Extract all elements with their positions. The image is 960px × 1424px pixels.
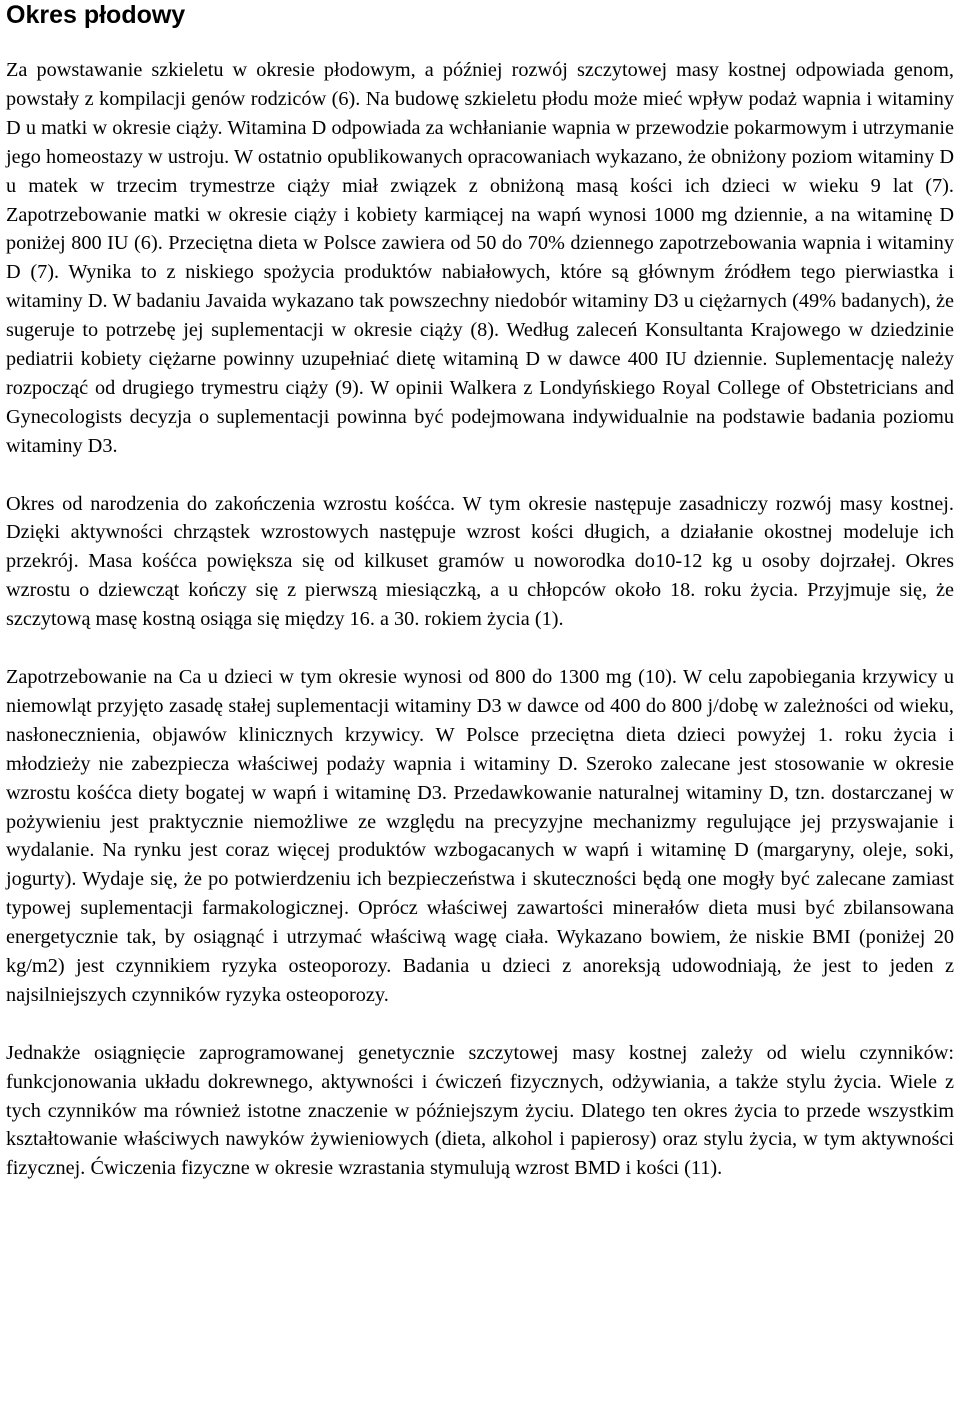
document-page	[6, 0, 954, 1183]
paragraph-prenatal: Za powstawanie szkieletu w okresie płodowym, a później rozwój szczytowej masy kostnej odpowiada genom, powstały z kompilacji genów rodziców (6). Na budowę szkieletu płodu może mieć wpływ podaż wapnia i witaminy D u matki w okresie ciąży. Witamina D odpowiada za wchłanianie wapnia w przewodzie pokarmowym i utrzymanie jego homeostazy w ustroju. W ostatnio opublikowanych opracowaniach wykazano, że obniżony poziom witaminy D u matek w trzecim trymestrze ciąży miał związek z obniżoną masą kości ich dzieci w wieku 9 lat (7). Zapotrzebowanie matki w okresie ciąży i kobiety karmiącej na wapń wynosi 1000 mg dziennie, a na witaminę D poniżej 800 IU (6). Przeciętna dieta w Polsce zawiera od 50 do 70% dziennego zapotrzebowania wapnia i witaminy D (7). Wynika to z niskiego spożycia produktów nabiałowych, które są głównym źródłem tego pierwiastka i witaminy D. W badaniu Javaida wykazano tak powszechny niedobór witaminy D3 u ciężarnych (49% badanych), że sugeruje to potrzebę jej suplementacji w okresie ciąży (8). Według zaleceń Konsultanta Krajowego w dziedzinie pediatrii kobiety ciężarne powinny uzupełniać dietę witaminą D w dawce 400 IU dziennie. Suplementację należy rozpocząć od drugiego trymestru ciąży (9). W opinii Walkera z Londyńskiego Royal College of Obstetricians and Gynecologists decyzja o suplementacji powinna być podejmowana indywidualnie na podstawie badania poziomu witaminy D3.	[6, 59, 954, 457]
paragraph-growth-period: Okres od narodzenia do zakończenia wzrostu kośćca. W tym okresie następuje zasadniczy rozwój masy kostnej. Dzięki aktywności chrząstek wzrostowych następuje wzrost kości długich, a działanie okostnej modeluje ich przekrój. Masa kośćca powiększa się od kilkuset gramów u noworodka do10-12 kg u osoby dojrzałej. Okres wzrostu o dziewcząt kończy się z pierwszą miesiączką, a u chłopców około 18. roku życia. Przyjmuje się, że szczytową masę kostną osiąga się między 16. a 30. rokiem życia (1).	[6, 492, 954, 631]
paragraph-calcium-needs: Zapotrzebowanie na Ca u dzieci w tym okresie wynosi od 800 do 1300 mg (10). W celu zapobiegania krzywicy u niemowląt przyjęto zasadę stałej suplementacji witaminy D3 w dawce od 400 do 800 j/dobę w zależności od wieku, nasłonecznienia, objawów klinicznych krzywicy. W Polsce przeciętna dieta dzieci powyżej 1. roku życia i młodzieży nie zabezpiecza właściwej podaży wapnia i witaminy D. Szeroko zalecane jest stosowanie w okresie wzrostu kośćca diety bogatej w wapń i witaminę D3. Przedawkowanie naturalnej witaminy D, tzn. dostarczanej w pożywieniu jest praktycznie niemożliwe ze względu na precyzyjne mechanizmy regulujące jej przyswajanie i wydalanie. Na rynku jest coraz więcej produktów wzbogacanych w wapń i witaminę D (margaryny, oleje, soki, jogurty). Wydaje się, że po potwierdzeniu ich bezpieczeństwa i skuteczności będą one mogły być zalecane zamiast typowej suplementacji farmakologicznej. Oprócz właściwej zawartości minerałów dieta musi być zbilansowana energetycznie tak, by osiągnąć i utrzymać właściwą wagę ciała. Wykazano bowiem, że niskie BMI (poniżej 20 kg/m2) jest czynnikiem ryzyka osteoporozy. Badania u dzieci z anoreksją udowodniają, że jest to jeden z najsilniejszych czynników ryzyka osteoporozy.	[6, 666, 954, 1006]
section-heading: Okres płodowy	[6, 1, 186, 29]
paragraph-peak-bone-mass: Jednakże osiągnięcie zaprogramowanej genetycznie szczytowej masy kostnej zależy od wielu czynników: funkcjonowania układu dokrewnego, aktywności i ćwiczeń fizycznych, odżywiania, a także stylu życia. Wiele z tych czynników ma również istotne znaczenie w późniejszym życiu. Dlatego ten okres życia to przede wszystkim kształtowanie właściwych nawyków żywieniowych (dieta, alkohol i papierosy) oraz stylu życia, w tym aktywności fizycznej. Ćwiczenia fizyczne w okresie wzrastania stymulują wzrost BMD i kości (11).	[6, 1041, 954, 1180]
